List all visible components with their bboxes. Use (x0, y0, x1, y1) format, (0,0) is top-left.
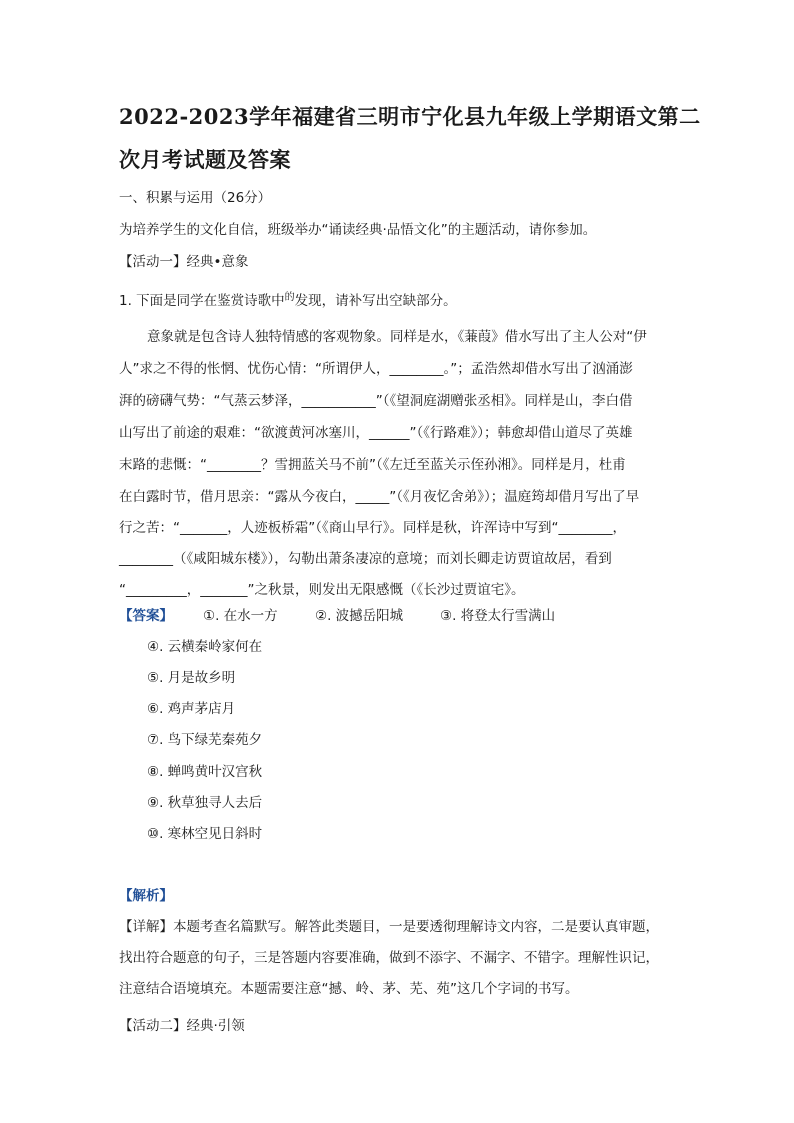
answer-item: ⑧. 蝉鸣黄叶汉宫秋 (147, 764, 263, 780)
answer-item: ⑤. 月是故乡明 (147, 670, 236, 686)
passage-line: 人”求之不得的怅惘、忧伤心情：“所谓伊人，________。”；孟浩然却借水写出了汹涌澎 (119, 361, 633, 377)
intro-text: 为培养学生的文化自信，班级举办“诵读经典·品悟文化”的主题活动，请你参加。 (119, 222, 597, 238)
section-heading: 一、积累与运用（26分） (119, 190, 272, 206)
answer-item: ②. 波撼岳阳城 (315, 608, 404, 624)
question-1-post: 发现，请补写出空缺部分。 (294, 293, 457, 309)
activity-2-heading: 【活动二】经典·引领 (119, 1018, 245, 1034)
passage-line: ________（《咸阳城东楼》），勾勒出萧条凄凉的意境；而刘长卿走访贾谊故居，看到 (119, 551, 612, 567)
passage-line: 行之苦：“_______，人迹板桥霜”（《商山早行》。同样是秋，许浑诗中写到“________， (119, 520, 626, 536)
answer-item: ⑩. 寒林空见日斜时 (147, 826, 263, 842)
answer-item: ⑦. 鸟下绿芜秦苑夕 (147, 732, 263, 748)
answer-item: ③. 将登太行雪满山 (440, 608, 556, 624)
passage-line: “_________，_______”之秋景，则发出无限感慨（《长沙过贾谊宅》。 (119, 582, 525, 598)
passage-line: 湃的磅礴气势：“气蒸云梦泽，___________”（《望洞庭湖赠张丞相》。同样是山，李白借 (119, 393, 633, 409)
document-title-line-1: 2022-2023学年福建省三明市宁化县九年级上学期语文第二 (119, 104, 701, 129)
analysis-detail-line: 找出符合题意的句子，三是答题内容要准确，做到不添字、不漏字、不错字。理解性识记， (119, 950, 659, 966)
analysis-detail-line: 【详解】本题考查名篇默写。解答此类题目，一是要透彻理解诗文内容，二是要认真审题， (119, 919, 659, 935)
document-title-line-2: 次月考试题及答案 (119, 147, 291, 172)
question-1-pre: 1. 下面是同学在鉴赏诗歌中 (119, 293, 285, 309)
analysis-label: 【解析】 (119, 888, 173, 904)
passage-line: 意象就是包含诗人独特情感的客观物象。同样是水，《蒹葭》借水写出了主人公对“伊 (147, 329, 647, 345)
question-1-sup: 的 (284, 292, 295, 303)
answer-item: ④. 云横秦岭家何在 (147, 639, 263, 655)
question-1 (119, 289, 457, 309)
answer-item: ①. 在水一方 (203, 608, 278, 624)
answer-label: 【答案】 (119, 608, 173, 624)
analysis-detail-line: 注意结合语境填充。本题需要注意“撼、岭、茅、芜、苑”这几个字词的书写。 (119, 981, 579, 997)
answer-item: ⑥. 鸡声茅店月 (147, 701, 236, 717)
passage-line: 在白露时节，借月思亲：“露从今夜白，_____”（《月夜忆舍弟》）；温庭筠却借月写出了早 (119, 489, 640, 505)
passage-line: 末路的悲慨：“________？雪拥蓝关马不前”（《左迁至蓝关示侄孙湘》。同样是月，杜甫 (119, 457, 626, 473)
passage-line: 山写出了前途的艰难：“欲渡黄河冰塞川，______”（《行路难》）；韩愈却借山道尽了英雄 (119, 425, 633, 441)
answer-item: ⑨. 秋草独寻人去后 (147, 795, 263, 811)
activity-1-heading: 【活动一】经典•意象 (119, 254, 249, 270)
